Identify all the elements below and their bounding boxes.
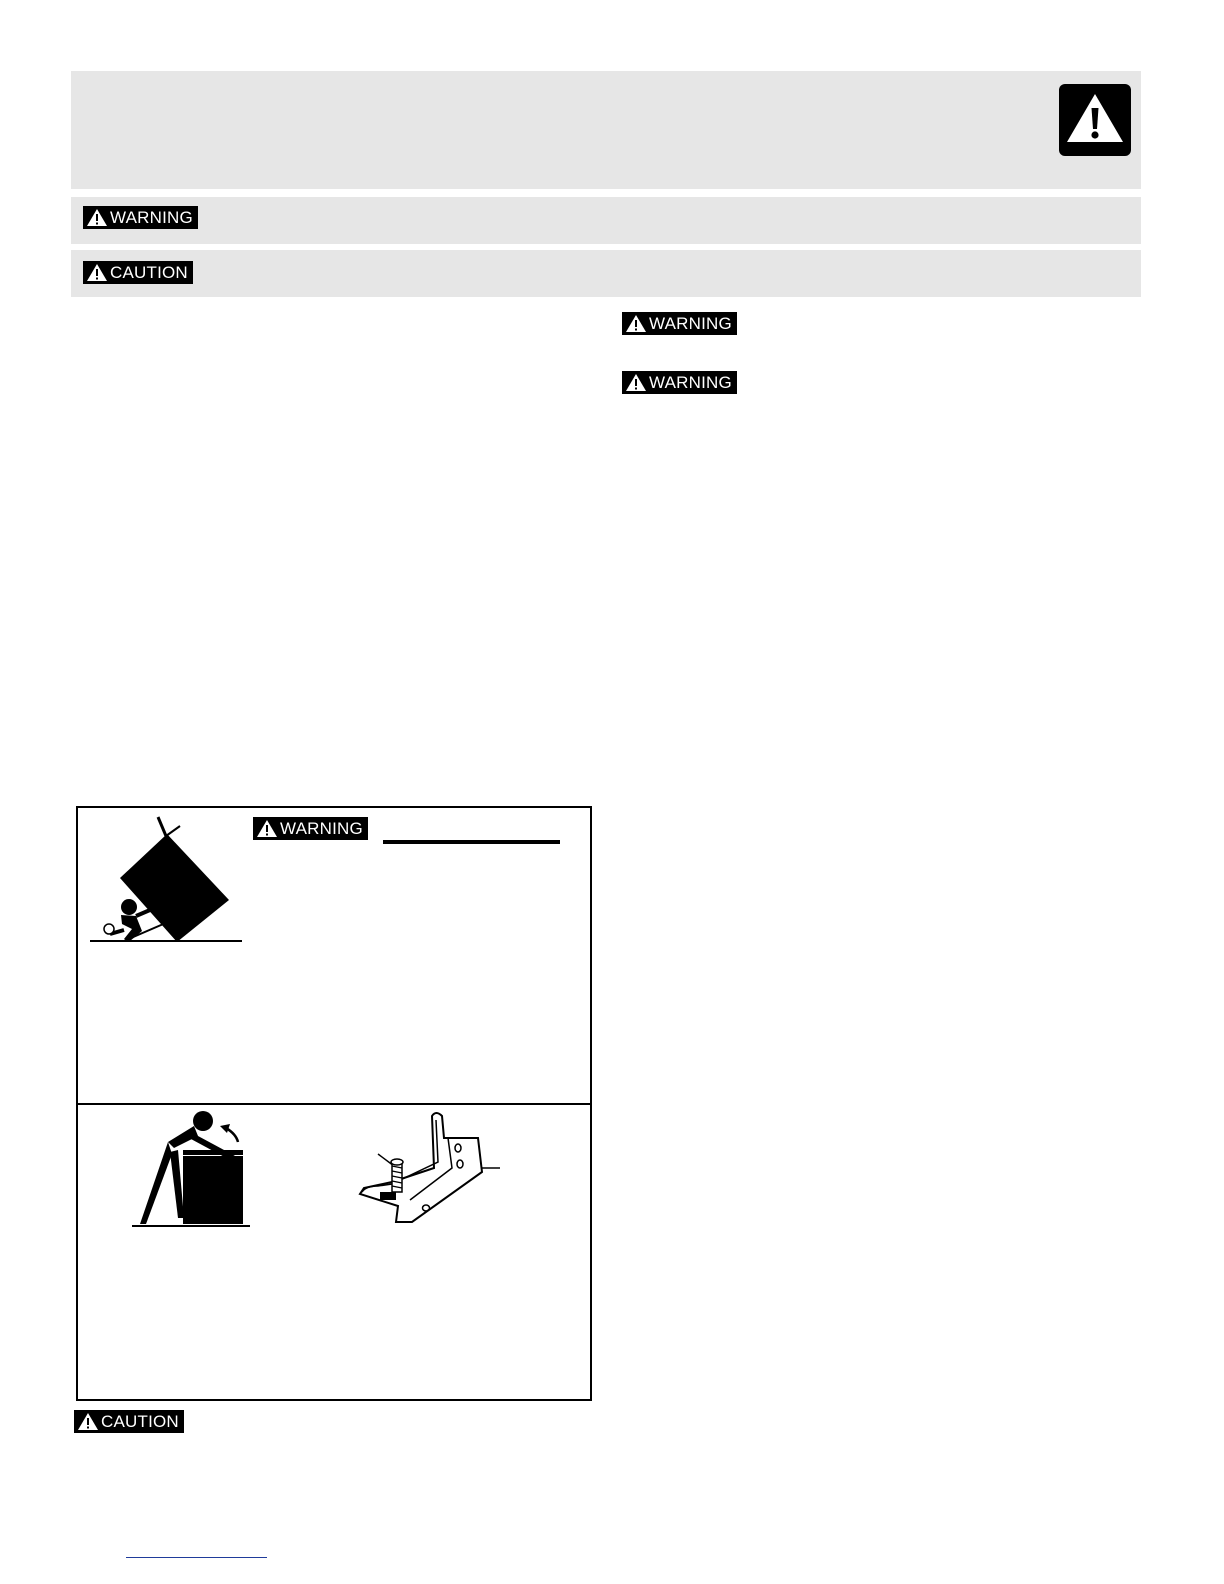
caution-badge xyxy=(83,261,193,284)
warning-label: WARNING xyxy=(649,313,732,333)
bottom-caution-badge xyxy=(74,1410,184,1433)
page-header-band xyxy=(71,71,1141,189)
warning-badge xyxy=(83,206,198,229)
warning-label: WARNING xyxy=(110,207,193,227)
warning-triangle-icon xyxy=(256,819,278,838)
child-tipping-range-icon xyxy=(88,812,244,946)
anti-tip-box-divider xyxy=(76,1103,592,1105)
person-lifting-range-icon xyxy=(128,1108,252,1230)
footer-rule xyxy=(126,1557,267,1558)
alert-triangle-icon xyxy=(1059,84,1131,156)
caution-triangle-icon xyxy=(77,1412,99,1431)
caution-label: CAUTION xyxy=(110,262,188,282)
warning-triangle-icon xyxy=(625,314,647,333)
right-warning-badge-1 xyxy=(622,312,737,335)
warning-triangle-icon xyxy=(86,208,108,227)
caution-triangle-icon xyxy=(86,263,108,282)
caution-label: CAUTION xyxy=(101,1411,179,1431)
anti-tip-warning-badge xyxy=(253,817,368,840)
warning-label: WARNING xyxy=(280,818,363,838)
title-underline xyxy=(383,840,560,844)
caution-definition-band xyxy=(71,250,1141,297)
anti-tip-bracket-icon xyxy=(352,1108,502,1230)
warning-label: WARNING xyxy=(649,372,732,392)
warning-triangle-icon xyxy=(625,373,647,392)
right-warning-badge-2 xyxy=(622,371,737,394)
warning-definition-band xyxy=(71,197,1141,244)
